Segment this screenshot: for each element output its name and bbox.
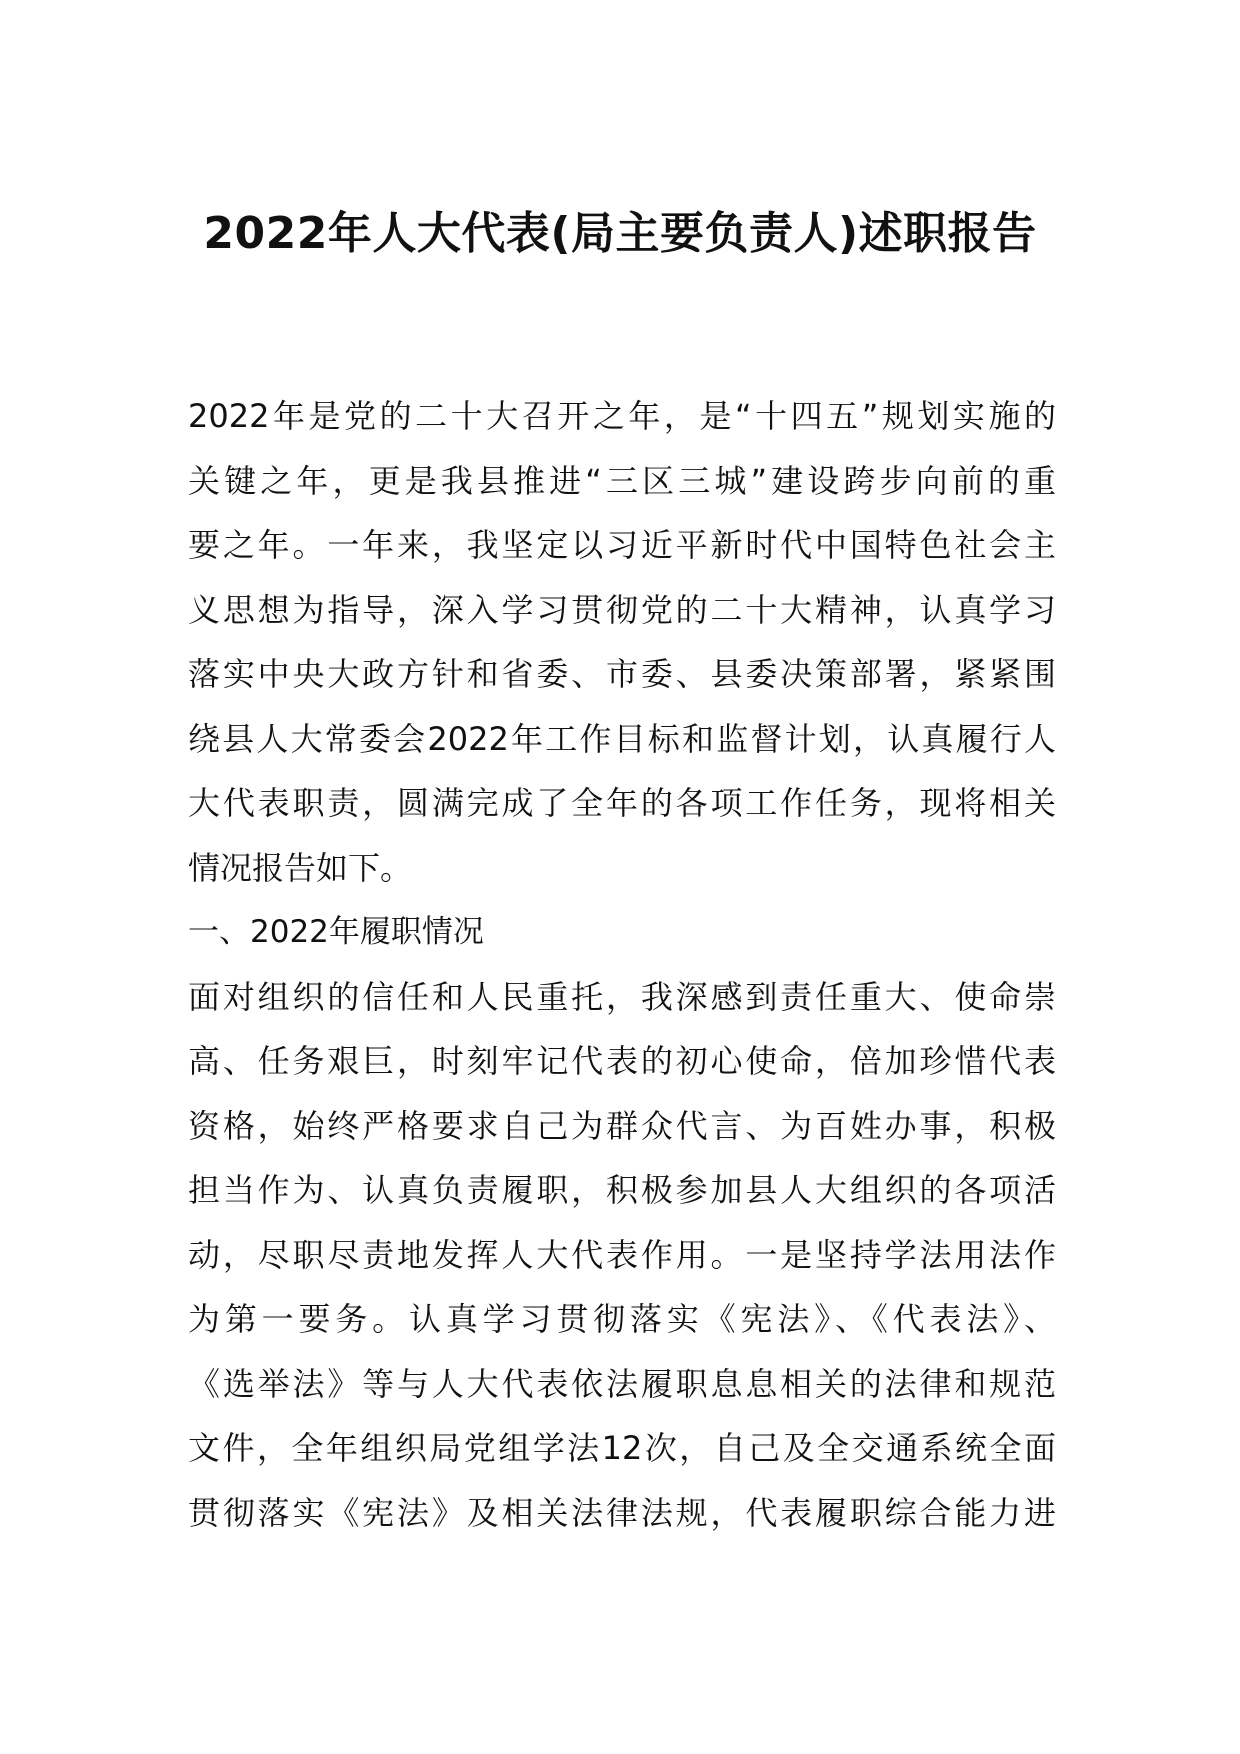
body-line: 贯彻落实《宪法》及相关法律法规，代表履职综合能力进: [188, 1493, 1056, 1532]
body-line: 为第一要务。认真学习贯彻落实《宪法》、《代表法》、: [188, 1300, 1056, 1338]
document-title: 2022年人大代表(局主要负责人)述职报告: [203, 208, 1037, 259]
body-line: 文件，全年组织局党组学法12次，自己及全交通系统全面: [188, 1429, 1056, 1467]
body-line: 大代表职责，圆满完成了全年的各项工作任务，现将相关: [188, 784, 1056, 822]
body-line: 《选举法》等与人大代表依法履职息息相关的法律和规范: [188, 1364, 1056, 1403]
document-body: [188, 384, 1056, 1545]
body-line: 资格，始终严格要求自己为群众代言、为百姓办事，积极: [188, 1106, 1056, 1145]
body-line: 关键之年，更是我县推进“三区三城”建设跨步向前的重: [188, 461, 1056, 500]
body-line: 义思想为指导，深入学习贯彻党的二十大精神，认真学习: [188, 590, 1056, 629]
section-heading: 一、2022年履职情况: [188, 914, 484, 950]
body-line: 面对组织的信任和人民重托，我深感到责任重大、使命崇: [188, 977, 1056, 1016]
body-line: 绕县人大常委会2022年工作目标和监督计划，认真履行人: [188, 719, 1056, 758]
body-line: 担当作为、认真负责履职，积极参加县人大组织的各项活: [188, 1171, 1056, 1209]
body-line: 高、任务艰巨，时刻牢记代表的初心使命，倍加珍惜代表: [188, 1042, 1056, 1080]
body-line: 情况报告如下。: [188, 848, 413, 887]
body-line: 要之年。一年来，我坚定以习近平新时代中国特色社会主: [188, 526, 1056, 564]
body-line: 落实中央大政方针和省委、市委、县委决策部署，紧紧围: [188, 655, 1056, 693]
body-line: 2022年是党的二十大召开之年，是“十四五”规划实施的: [188, 397, 1056, 435]
body-line: 动，尽职尽责地发挥人大代表作用。一是坚持学法用法作: [188, 1235, 1056, 1274]
